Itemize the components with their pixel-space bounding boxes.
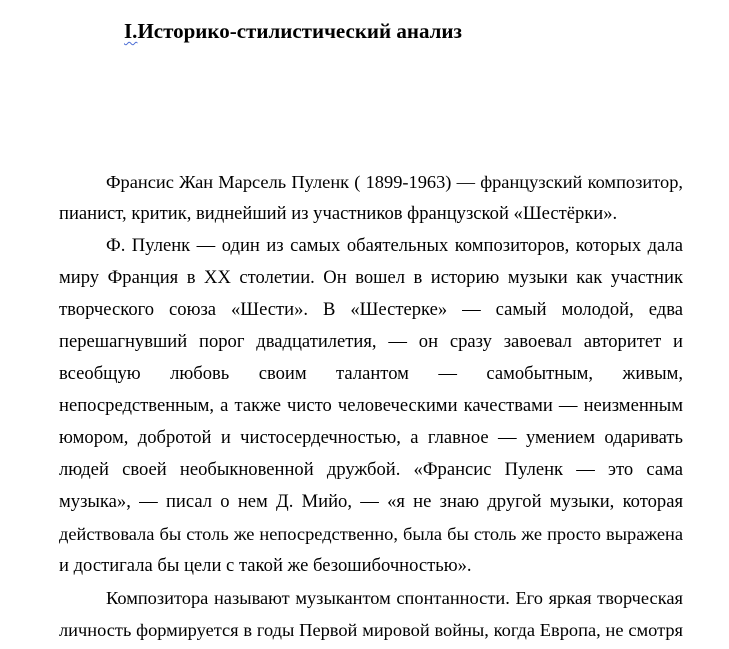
section-heading [124, 16, 462, 46]
paragraph-line: пианист, критик, виднейший из участников французской «Шестёрки». [59, 203, 618, 224]
paragraph-line: Франсис Жан Марсель Пуленк ( 1899-1963) — французский композитор, [106, 172, 683, 192]
paragraph-line: всеобщую любовь своим талантом — самобытным, живым, [59, 363, 683, 384]
paragraph-line: Ф. Пуленк — один из самых обаятельных композиторов, которых дала [106, 235, 683, 256]
paragraph-line: действовала бы столь же непосредственно, была бы столь же просто выражена [59, 524, 683, 544]
heading-title: Историко-стилистический анализ [137, 19, 462, 43]
paragraph-line: непосредственным, а также чисто человеческими качествами — неизменным [59, 395, 683, 416]
paragraph-line: юмором, добротой и чистосердечностью, а главное — умением одаривать [59, 427, 683, 448]
paragraph-line: музыка», — писал о нем Д. Мийо, — «я не знаю другой музыки, которая [59, 491, 683, 512]
paragraph-line: Композитора называют музыкантом спонтанности. Его яркая творческая [106, 588, 683, 608]
paragraph-line: творческого союза «Шести». В «Шестерке» — самый молодой, едва [59, 299, 683, 320]
paragraph-line: личность формируется в годы Первой мировой войны, когда Европа, не смотря [59, 620, 683, 640]
heading-number: I. [124, 19, 138, 43]
paragraph-line: перешагнувший порог двадцатилетия, — он сразу завоевал авторитет и [59, 331, 683, 352]
paragraph-line: миру Франция в XX столетии. Он вошел в историю музыки как участник [59, 267, 683, 288]
paragraph-line: людей своей необыкновенной дружбой. «Франсис Пуленк — это сама [59, 459, 683, 480]
paragraph-line: и достигала бы цели с такой же безошибочностью». [59, 555, 472, 576]
